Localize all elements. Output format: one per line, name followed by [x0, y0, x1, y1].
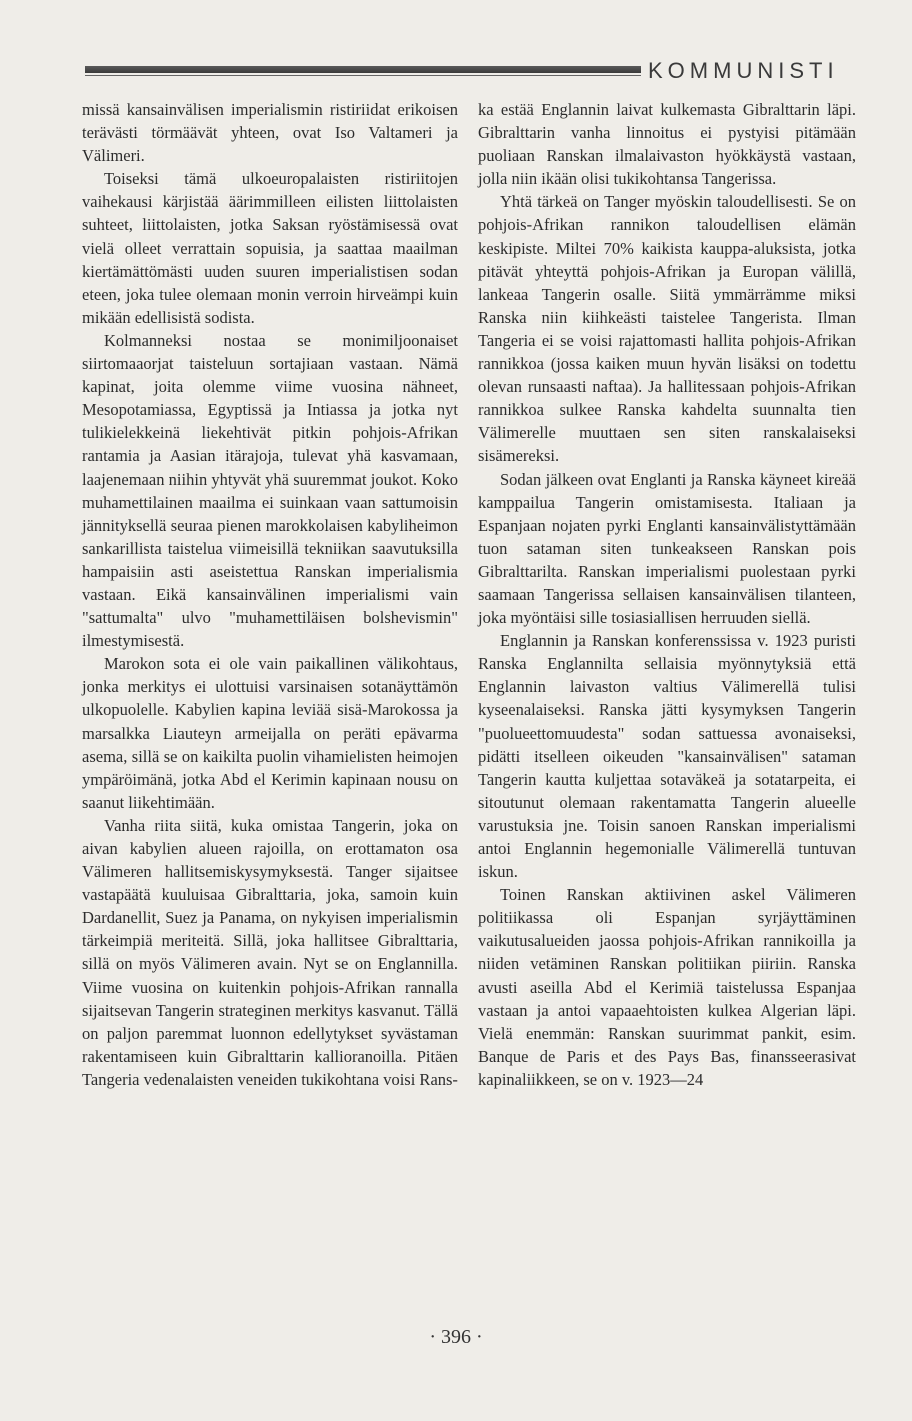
journal-title: KOMMUNISTI — [648, 58, 839, 83]
paragraph: ka estää Englannin laivat kulkemasta Gibralttarin läpi. Gibralttarin vanha linnoitus ei pystyisi pitämään puoliaan Ranskan ilmalaivaston hyökkäystä vastaan, jolla niin ikään olisi tukikohtansa Tangerissa. — [478, 100, 856, 189]
header-rule — [85, 66, 641, 73]
page-number: · 396 · — [429, 1326, 483, 1348]
paragraph: Toiseksi tämä ulkoeuropalaisten ristiriitojen vaihekausi kärjistää äärimmilleen eilisten liittolaisten suhteet, liittolaisten, jotka Saksan ryöstämisessä ovat vielä olleet verrattain sopuisia, ja saattaa maailman kiertämättömästi uuden suuren imperialistisen sodan eteen, joka tulee olemaan monin verroin hirveämpi kuin mikään edellisistä sodista. — [82, 169, 458, 327]
right-column — [478, 98, 856, 1091]
paragraph: Marokon sota ei ole vain paikallinen välikohtaus, jonka merkitys ei ulottuisi varsinaisen sotanäyttämön ulkopuolelle. Kabylien kapina leviää sisä-Marokossa ja marsalkka Liauteyn armeijalla on peräti epävarma asema, sillä se on kaikilta puolin vihamielisten heimojen ympäröimänä, jotka Abd el Kerimin kapinaan nousu on saanut liikehtimään. — [82, 654, 458, 812]
paragraph: Englannin ja Ranskan konferenssissa v. 1923 puristi Ranska Englannilta sellaisia myönnytyksiä että Englannin laivaston valtius Välimerellä tulisi kyseenalaiseksi. Ranska jätti kysymyksen Tangerin "puolueettomuudesta" sodan sattuessa avonaiseksi, pidätti itselleen oikeuden "kansainvälisen" sataman Tangerin kautta kuljettaa sotaväkeä ja sotatarpeita, ei sitoutunut olemaan rakentamatta Tangerin alueelle varustuksia jne. Toisin sanoen Ranskan imperialismi antoi Englannin hegemonialle Välimerellä tuntuvan iskun. — [478, 631, 856, 882]
paragraph: Toinen Ranskan aktiivinen askel Välimeren politiikassa oli Espanjan syrjäyttäminen vaikutusalueiden jaossa pohjois-Afrikan rannikoilla ja niiden vetäminen Ranskan politiikan piiriin. Ranska avusti aseilla Abd el Kerimiä taistelussa Espanjaa vastaan ja antoi vapaaehtoisten kulkea Algerian läpi. Vielä enemmän: Ranskan suurimmat pankit, esim. Banque de Paris et des Pays Bas, finansseerasivat kapinaliikkeen, se on v. 1923—24 — [478, 885, 856, 1089]
paragraph: Vanha riita siitä, kuka omistaa Tangerin, joka on aivan kabylien alueen rajoilla, on erottamaton osa Välimeren hallitsemiskysymyksestä. Tanger sijaitsee vastapäätä kuuluisaa Gibralttaria, joka, samoin kuin Dardanellit, Suez ja Panama, on nykyisen imperialismin tärkeimpiä meriteitä. Sillä, joka hallitsee Gibralttaria, sillä on myös Välimeren avain. Nyt se on Englannilla. Viime vuosina on kuitenkin pohjois-Afrikan rannalla sijaitsevan Tangerin strateginen merkitys kasvanut. Tällä on paljon paremmat luonnon edellytykset syvästaman rakentamiseen kuin Gibralttarin kallioranoilla. Pitäen Tangeria vedenalaisten veneiden tukikohtana voisi Rans- — [82, 815, 458, 1089]
paragraph: missä kansainvälisen imperialismin ristiriidat erikoisen terävästi törmäävät yhteen, ovat Iso Valtameri ja Välimeri. — [82, 100, 458, 166]
paragraph: Yhtä tärkeä on Tanger myöskin taloudellisesti. Se on pohjois-Afrikan rannikon taloudellisen elämän keskipiste. Miltei 70% kaikista kauppa-aluksista, jotka pitävät yhteyttä pohjois-Afrikan ja Europan välillä, lankeaa Tangerin osalle. Siitä ymmärrämme miksi Ranska niin kiihkeästi taistelee Tangerista. Ilman Tangeria ei se voisi rajattomasti hallita pohjois-Afrikan rannikkoa (jossa kaiken muun hyvän lisäksi on todettu olevan runsaasti naftaa). Ja hallitessaan pohjois-Afrikan rannikkoa sulkee Ranska kahdelta suunnalta tien Välimerelle muuttaen sen siten ranskalaiseksi sisämereksi. — [478, 192, 856, 466]
paragraph: Kolmanneksi nostaa se monimiljoonaiset siirtomaaorjat taisteluun sortajiaan vastaan. Nämä kapinat, joita olemme viime vuosina nähneet, Mesopotamiassa, Egyptissä ja Intiassa ja jotka nyt tulikielekkeinä liekehtivät pitkin pohjois-Afrikan rantamia ja Aasian itärajoja, tulevat yhä kasvamaan, laajenemaan niihin yhtyvät yhä suuremmat joukot. Koko muhamettilainen maailma ei suinkaan vaan sattumoisin jännityksellä seuraa pienen marokkolaisen kabyliheimon sankarillista taistelua viimeisillä tekniikan saavutuksilla hampaisiin asti aseistettua Ranskan imperialismia vastaan. Eikä kansainvälinen imperialismi vain "sattumalta" ulvo "muhamettiläisen bolshevismin" ilmestymisestä. — [82, 330, 458, 651]
left-column — [82, 98, 458, 1091]
header-rule-thin — [85, 75, 641, 76]
paragraph: Sodan jälkeen ovat Englanti ja Ranska käyneet kireää kamppailua Tangerin omistamisesta. Italiaan ja Espanjaan nojaten pyrki Englanti kansainvälistyttämään tuon sataman siten tunkeakseen Ranskan pois Gibralttarilta. Ranskan imperialismi puolestaan pyrki saamaan Tangerissa sellaisen kansainvälisen tilanteen, joka myöntäisi sille tosiasiallisen herruuden siellä. — [478, 469, 856, 628]
